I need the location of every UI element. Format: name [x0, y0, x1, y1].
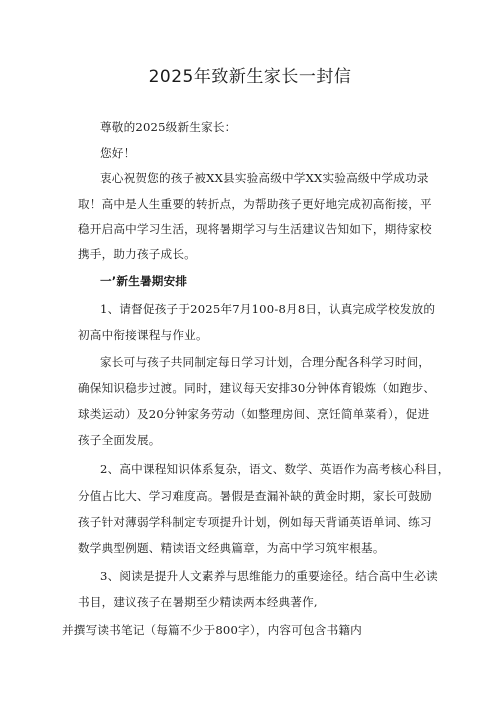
intro-line-2: 取！高中是人生重要的转折点，为帮助孩子更好地完成初高衔接，平	[78, 197, 432, 211]
section-heading: 一’新生暑期安排	[100, 274, 188, 288]
plan-line-3: 球类运动）及20分钟家务劳动（如整理房间、烹饪简单菜肴），促进	[78, 407, 430, 421]
plan-line-2: 确保知识稳步过渡。同时，建议每天安排30分钟体育锻炼（如跑步、	[78, 381, 436, 395]
item2-line-1: 2、高中课程知识体系复杂，语文、数学、英语作为高考核心科目，	[100, 462, 450, 476]
item2-line-4: 数学典型例题、精读语文经典篇章，为高中学习筑牢根基。	[78, 541, 385, 555]
item2-line-2: 分值占比大、学习难度高。暑假是查漏补缺的黄金时期，家长可鼓励	[78, 489, 432, 503]
intro-line-3: 稳开启高中学习生活，现将暑期学习与生活建议告知如下，期待家校	[78, 222, 432, 236]
intro-line-4: 携手，助力孩子成长。	[78, 247, 196, 261]
intro-line-1: 衷心祝贺您的孩子被XX县实验高级中学XX实验高级中学成功录	[100, 171, 429, 185]
tail-line: 并撰写读书笔记（每篇不少于800字），内容可包含书籍内	[62, 623, 362, 637]
item1-line-1: 1、请督促孩子于2025年7月100-8月8日，认真完成学校发放的	[100, 302, 436, 316]
plan-line-1: 家长可与孩子共同制定每日学习计划，合理分配各科学习时间，	[100, 355, 431, 369]
salutation: 尊敬的2025级新生家长：	[100, 120, 237, 134]
item1-line-2: 初高中衔接课程与作业。	[78, 328, 208, 342]
item2-line-3: 孩子针对薄弱学科制定专项提升计划，例如每天背诵英语单词、练习	[78, 515, 432, 529]
item3-line-2: 书目，建议孩子在暑期至少精读两本经典著作,	[78, 595, 318, 609]
greeting: 您好！	[100, 146, 136, 160]
letter-title: 2025年致新生家长一封信	[148, 67, 352, 87]
item3-line-1: 3、阅读是提升人文素养与思维能力的重要途径。结合高中生必读	[100, 569, 438, 583]
plan-line-4: 孩子全面发展。	[78, 433, 161, 447]
